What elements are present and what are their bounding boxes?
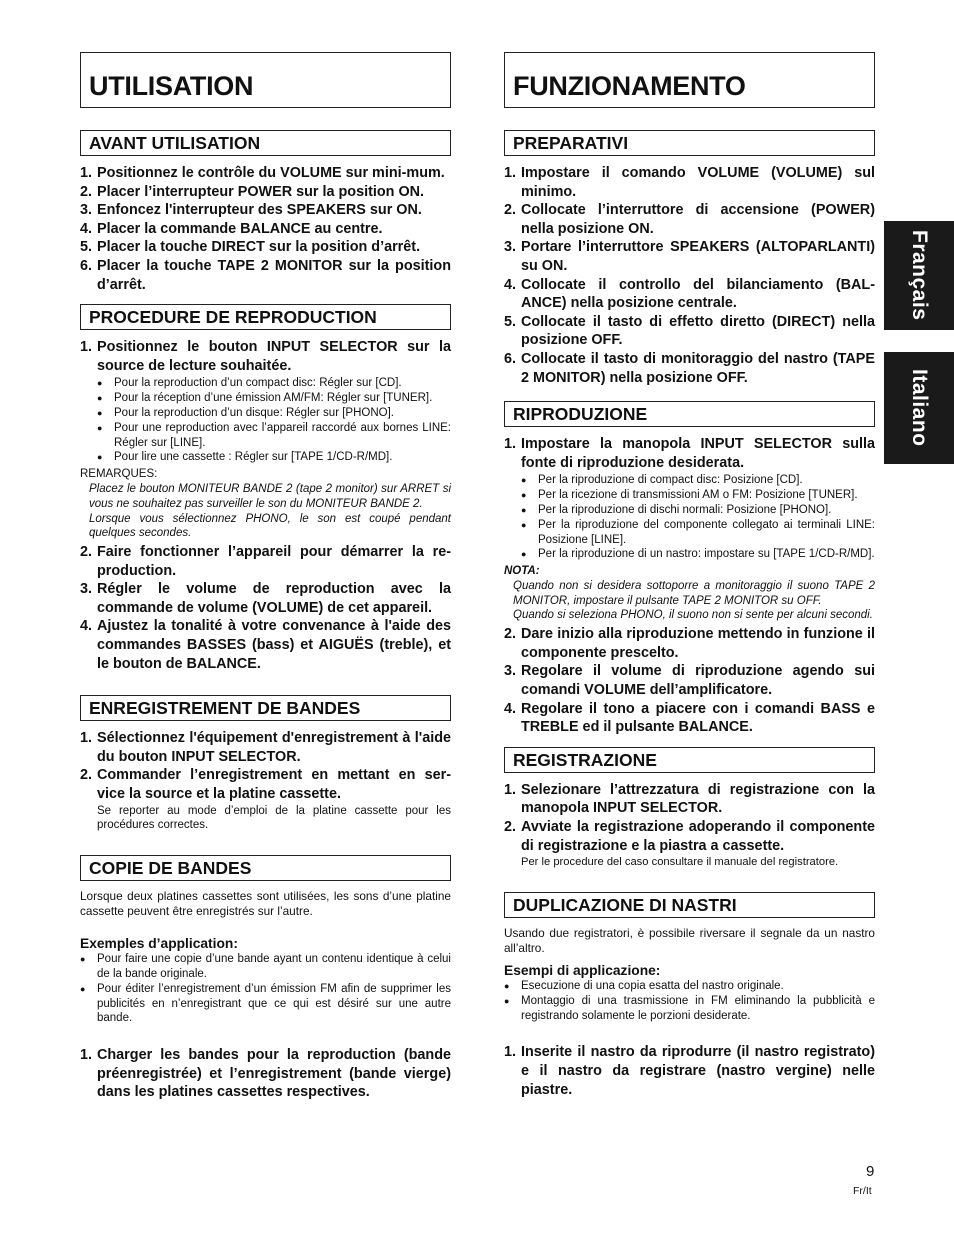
list-item: 6. Placer la touche TAPE 2 MONITOR sur la position d’arrêt. [80, 257, 451, 293]
examples-label-copie: Exemples d’application: [80, 936, 238, 952]
bullet-item: ● Montaggio di una trasmissione in FM eliminando la pubblicità e registrando solamente le porzioni desiderate. [504, 994, 875, 1024]
bullet-item: ● Per la riproduzione di compact disc: Posizione [CD]. [504, 473, 875, 488]
steps-procedure-continued [80, 543, 451, 673]
section-heading-avant-utilisation: AVANT UTILISATION [80, 130, 451, 156]
remarks-label: REMARQUES: [80, 468, 158, 481]
steps-enregistrement [80, 729, 451, 803]
steps-riproduzione-continued [504, 625, 875, 737]
intro-copie: Lorsque deux platines cassettes sont utilisées, les sons d’une platine cassette peuvent être enregistrés sur l’autre. [80, 889, 451, 919]
section-heading-copie: COPIE DE BANDES [80, 855, 451, 881]
bullet-item: ● Per la riproduzione del componente collegato ai terminali LINE: Posizione [LINE]. [504, 518, 875, 548]
bullets-copie [80, 952, 451, 1026]
bullet-item: ● Pour lire une cassette : Régler sur [TAPE 1/CD-R/MD]. [80, 450, 451, 465]
bullets-riproduzione-sources [504, 473, 875, 562]
bullet-item: ● Pour la reproduction d’un compact disc: Régler sur [CD]. [80, 376, 451, 391]
bullet-item: ● Per la riproduzione di dischi normali: Posizione [PHONO]. [504, 503, 875, 518]
bullet-item: ● Per la ricezione di transmissioni AM o FM: Posizione [TUNER]. [504, 488, 875, 503]
list-item: 3. Régler le volume de reproduction avec la commande de volume (VOLUME) de cet appareil. [80, 581, 451, 616]
remark-text: Lorsque vous sélectionnez PHONO, le son est coupé pendant quelques secondes. [89, 512, 451, 540]
bullet-item: ● Pour une reproduction avec l’appareil raccordé aux bornes LINE: Régler sur [LINE]. [80, 421, 451, 451]
steps-duplicazione [504, 1043, 875, 1099]
section-heading-registrazione: REGISTRAZIONE [504, 747, 875, 773]
bullet-item: ● Esecuzione di una copia esatta del nastro originale. [504, 979, 875, 994]
examples-label-duplicazione: Esempi di applicazione: [504, 963, 661, 979]
note-registrazione: Per le procedure del caso consultare il manuale del registratore. [521, 856, 839, 869]
list-item: 1. Impostare la manopola INPUT SELECTOR sulla fonte di riproduzione desiderata. [504, 436, 875, 471]
bullet-item: ● Per la riproduzione di un nastro: impostare su [TAPE 1/CD-R/MD]. [504, 547, 875, 562]
list-item: 4. Placer la commande BALANCE au centre. [80, 220, 383, 237]
steps-registrazione [504, 781, 875, 855]
note-enregistrement: Se reporter au mode d’emploi de la platine cassette pour les procédures correctes. [97, 804, 451, 832]
list-item: 6. Collocate il tasto di monitoraggio del nastro (TAPE 2 MONITOR) nella posizione OFF. [504, 350, 875, 386]
list-item: 1. Positionnez le contrôle du VOLUME sur mini-mum. [80, 165, 445, 181]
list-item: 2. Collocate l’interruttore di accensione (POWER) nella posizione ON. [504, 202, 875, 237]
list-item: 4. Ajustez la tonalité à votre convenance à l'aide des commandes BASSES (bass) et AIGUËS (treble), et le bouton de BALANCE. [80, 618, 451, 672]
right-column [504, 52, 875, 1099]
section-heading-procedure: PROCEDURE DE REPRODUCTION [80, 304, 451, 330]
nota-text: Quando si seleziona PHONO, il suono non si sente per alcuni secondi. [513, 609, 873, 622]
section-heading-preparativi: PREPARATIVI [504, 130, 875, 156]
page-title-utilisation: UTILISATION [80, 52, 451, 108]
section-heading-duplicazione: DUPLICAZIONE DI NASTRI [504, 892, 875, 918]
bullets-procedure-sources [80, 376, 451, 465]
list-item: 2. Avviate la registrazione adoperando il componente di registrazione e la piastra a cassette. [504, 819, 875, 854]
steps-riproduzione [504, 435, 875, 472]
list-item: 3. Enfoncez l'interrupteur des SPEAKERS sur ON. [80, 202, 422, 219]
steps-preparativi [504, 164, 875, 387]
nota-text: Quando non si desidera sottoporre a monitoraggio il suono TAPE 2 MONITOR, impostare il pulsante TAPE 2 MONITOR su OFF. [513, 579, 875, 607]
steps-procedure [80, 338, 451, 375]
list-item: 1. Charger les bandes pour la reproduction (bande préenregistrée) et l’enregistrement (bande vierge) dans les platines cassettes respectives. [80, 1047, 451, 1101]
list-item: 2. Placer l’interrupteur POWER sur la position ON. [80, 183, 425, 200]
list-item: 4. Collocate il controllo del bilanciamento (BAL-ANCE) nella posizione centrale. [504, 276, 875, 312]
tab-italiano [884, 352, 954, 464]
list-item: 3. Portare l’interruttore SPEAKERS (ALTOPARLANTI) su ON. [504, 239, 875, 274]
bullet-item: ● Pour éditer l’enregistrement d’un émission FM afin de supprimer les publicités en n’enregistrant que ce qui est désiré sur une autre bande. [80, 982, 451, 1026]
section-heading-riproduzione: RIPRODUZIONE [504, 401, 875, 427]
list-item: 5. Collocate il tasto di effetto diretto (DIRECT) nella posizione OFF. [504, 313, 875, 349]
left-column [80, 52, 451, 1102]
list-item: 1. Impostare il comando VOLUME (VOLUME) sul minimo. [504, 165, 875, 200]
list-item: 1. Inserite il nastro da riprodurre (il nastro registrato) e il nastro da registrare (nastro vergine) nelle piastre. [504, 1044, 875, 1098]
list-item: 2. Dare inizio alla riproduzione mettendo in funzione il componente prescelto. [504, 626, 875, 661]
bullets-duplicazione [504, 979, 875, 1023]
list-item: 4. Regolare il tono a piacere con i comandi BASS e TREBLE ed il pulsante BALANCE. [504, 700, 875, 736]
page-number: 9 [866, 1163, 875, 1180]
list-item: 1. Selezionare l’attrezzatura di registrazione con la manopola INPUT SELECTOR. [504, 781, 875, 817]
list-item: 2. Faire fonctionner l’appareil pour démarrer la re-production. [80, 544, 451, 579]
list-item: 3. Regolare il volume di riproduzione agendo sui comandi VOLUME dell’amplificatore. [504, 663, 875, 699]
remark-text: Placez le bouton MONITEUR BANDE 2 (tape 2 monitor) sur ARRET si vous ne souhaitez pas surveiller le son du MONITEUR BANDE 2. [89, 482, 451, 510]
list-item: 1. Sélectionnez l'équipement d'enregistrement à l'aide du bouton INPUT SELECTOR. [80, 730, 451, 765]
list-item: 5. Placer la touche DIRECT sur la position d’arrêt. [80, 239, 421, 256]
section-heading-enregistrement: ENREGISTREMENT DE BANDES [80, 695, 451, 721]
page-language-code: Fr/It [853, 1185, 872, 1197]
tab-italiano-label: Italiano [908, 369, 931, 447]
steps-copie [80, 1046, 451, 1102]
steps-avant-utilisation [80, 164, 451, 294]
tab-francais [884, 221, 954, 330]
nota-label: NOTA: [504, 565, 540, 578]
list-item: 2. Commander l’enregistrement en mettant en ser-vice la source et la platine cassette. [80, 767, 451, 803]
intro-duplicazione: Usando due registratori, è possibile riversare il segnale da un nastro all’altro. [504, 926, 875, 956]
bullet-item: ● Pour la réception d’une émission AM/FM: Régler sur [TUNER]. [80, 391, 451, 406]
tab-francais-label: Français [908, 230, 931, 321]
list-item: 1. Positionnez le bouton INPUT SELECTOR sur la source de lecture souhaitée. [80, 339, 451, 374]
bullet-item: ● Pour faire une copie d’une bande ayant un contenu identique à celui de la bande originale. [80, 952, 451, 982]
page-title-funzionamento: FUNZIONAMENTO [504, 52, 875, 108]
bullet-item: ● Pour la reproduction d’un disque: Régler sur [PHONO]. [80, 406, 451, 421]
